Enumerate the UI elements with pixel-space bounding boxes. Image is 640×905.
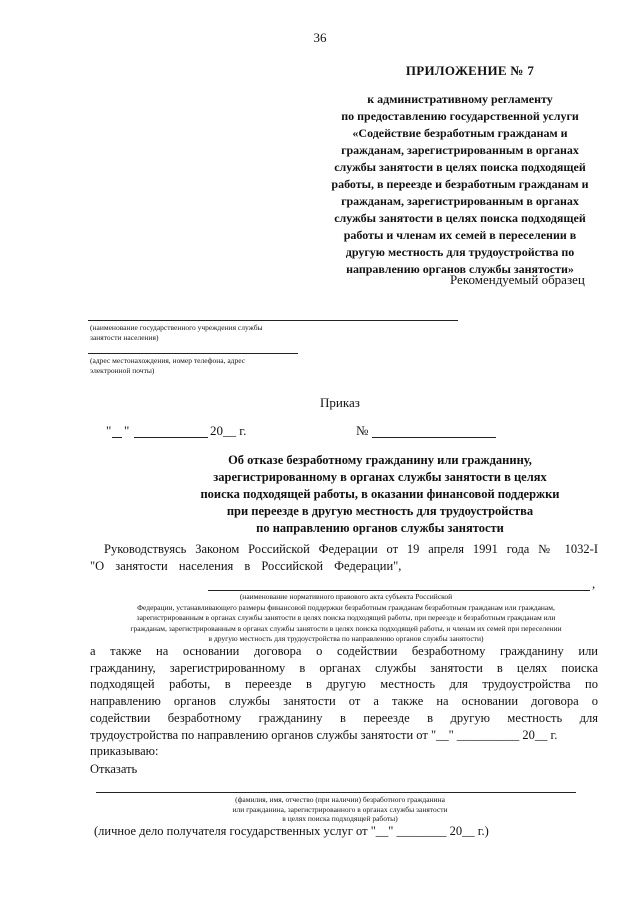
month-blank: [134, 437, 208, 438]
page-number: 36: [313, 30, 327, 45]
person-caption: [200, 795, 480, 824]
heading-line: поиска подходящей работы, в оказании финансовой поддержки: [200, 487, 560, 501]
caption-line: электронной почты): [90, 365, 155, 375]
intro-paragraph: [90, 541, 598, 575]
heading-line: по направлению органов службы занятости: [256, 521, 504, 535]
order-title: Приказ: [320, 395, 360, 410]
heading-line: зарегистрированному в органах службы занятости в целях: [213, 470, 547, 484]
appendix-line: по предоставлению государственной услуги: [341, 109, 579, 123]
number-sign: №: [356, 423, 369, 438]
caption-line: в целях поиска подходящей работы): [282, 814, 398, 823]
caption-line: в другую местность для трудоустройства по направлению органов службы занятости): [208, 634, 484, 643]
caption-line: (фамилия, имя, отчество (при наличии) безработного гражданина: [235, 795, 445, 804]
body-line: подходящей работы, в переезде в другую местность для трудоустройства по: [90, 677, 598, 692]
refuse-word: Отказать: [90, 762, 138, 776]
date-line: [106, 423, 526, 441]
appendix-line: работы, в переезде и безработным гражданам и: [331, 177, 589, 191]
caption-line: занятости населения): [90, 332, 159, 342]
caption-line: (наименование нормативного правового акта субъекта Российской: [239, 592, 453, 601]
institution-caption: [90, 323, 410, 342]
body-line: трудоустройства по направлению органов службы занятости от "__" __________ 20__ г.: [90, 727, 558, 742]
body-line: гражданину, зарегистрированному в органах службы занятости в целях поиска: [90, 660, 598, 675]
date-year: 20__ г.: [210, 423, 247, 438]
appendix-line: направлению органов службы занятости»: [346, 262, 574, 276]
order-heading: [160, 452, 600, 537]
appendix-line: другую местность для трудоустройства по: [345, 245, 575, 259]
caption-line: гражданам, зарегистрированным в органах службы занятости в целях поиска подходящей работы, и членам их семей при переселении: [130, 623, 562, 633]
appendix-line: гражданам, зарегистрированным в органах: [341, 143, 579, 157]
intro-line: "О занятости населения в Российской Федерации",: [90, 559, 402, 573]
number-blank: [372, 437, 496, 438]
address-line: [88, 353, 298, 354]
legal-act-comma: ,: [592, 576, 596, 591]
appendix-title: ПРИЛОЖЕНИЕ № 7: [405, 63, 535, 78]
date-quote-close: ": [124, 423, 130, 438]
person-line: [96, 792, 576, 793]
legal-act-caption: [84, 592, 608, 645]
body-line: содействии безработному гражданину в переезде в другую местность для: [90, 710, 598, 725]
legal-act-line: [208, 590, 590, 591]
appendix-line: гражданам, зарегистрированным в органах: [341, 194, 579, 208]
address-caption: [90, 356, 390, 375]
day-blank: [112, 437, 122, 438]
body-paragraph: [90, 643, 598, 760]
body-line: а также на основании договора о содействии безработному гражданину или: [90, 644, 598, 658]
caption-line: Федерации, устанавливающего размеры финансовой поддержки безработным гражданам безработным гражданам или гражданам,: [137, 602, 555, 612]
heading-line: Об отказе безработному гражданину или гражданину,: [228, 453, 532, 467]
body-line: направлению органов службы занятости от а также на основании договора о: [90, 694, 598, 709]
appendix-line: службы занятости в целях поиска подходящей: [334, 211, 586, 225]
personal-file-line: (личное дело получателя государственных услуг от "__" ________ 20__ г.): [94, 824, 489, 838]
appendix-line: «Содействие безработным гражданам и: [352, 126, 568, 140]
appendix-line: к административному регламенту: [367, 92, 553, 106]
appendix-line: работы и членам их семей в переселении в: [343, 228, 577, 242]
order-word: приказываю:: [90, 744, 159, 759]
date-quote-open: ": [106, 423, 112, 438]
sample-note: Рекомендуемый образец: [450, 272, 585, 287]
caption-line: или гражданина, зарегистрированного в органах службы занятости: [232, 804, 448, 814]
caption-line: (наименование государственного учреждения службы: [90, 323, 263, 332]
caption-line: (адрес местонахождения, номер телефона, адрес: [90, 356, 246, 365]
intro-line: Руководствуясь Законом Российской Федерации от 19 апреля 1991 года № 1032-I: [104, 542, 598, 556]
heading-line: при переезде в другую местность для трудоустройства: [226, 504, 534, 518]
appendix-line: службы занятости в целях поиска подходящей: [334, 160, 586, 174]
appendix-block: [290, 91, 630, 278]
caption-line: зарегистрированным в органах службы занятости в целях поиска подходящей работы, при переезде и безработным гражданам или: [136, 613, 556, 622]
institution-line: [88, 320, 458, 321]
